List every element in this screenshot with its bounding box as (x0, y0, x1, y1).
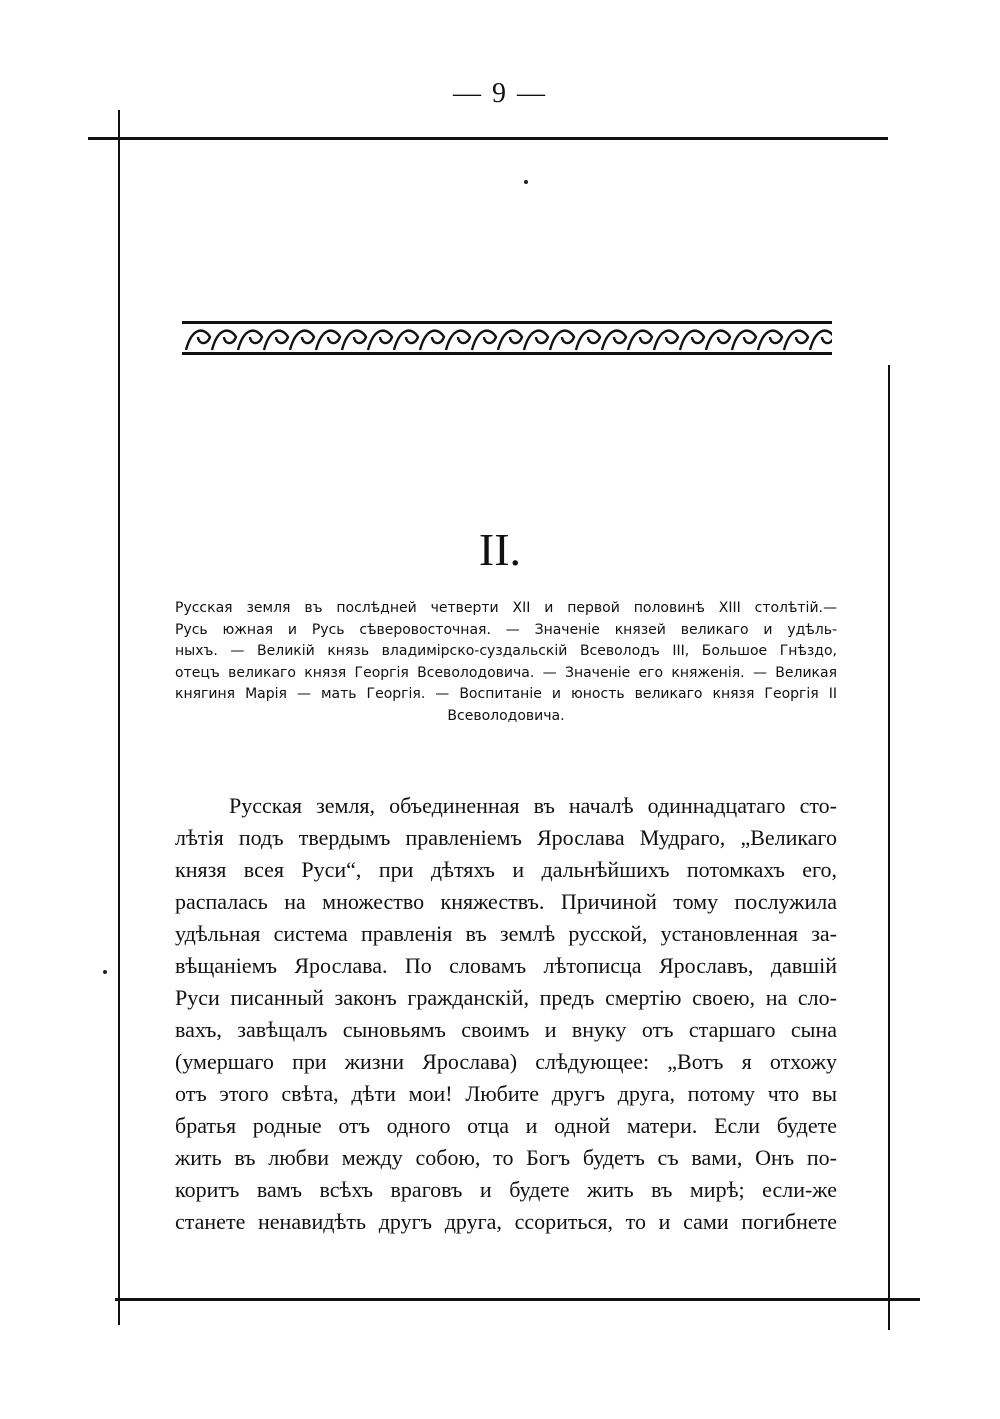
ornament-twist (576, 331, 600, 350)
ornament-twist (472, 331, 496, 350)
ornament-twist (524, 331, 548, 350)
body-line: Русская земля, объединенная въ началѣ одиннадцатаго сто- (229, 793, 837, 818)
chapter-summary (175, 598, 837, 727)
body-line: жить въ любви между собою, то Богъ будетъ съ вами, Онъ по- (175, 1145, 837, 1170)
body-line: распалась на множество княжествъ. Причиной тому послужила (175, 889, 837, 914)
body-line: (умершаго при жизни Ярослава) слѣдующее: „Вотъ я отхожу (175, 1049, 837, 1074)
body-line: коритъ вамъ всѣхъ враговъ и будете жить въ мирѣ; если-же (175, 1177, 837, 1202)
body-line: князя всея Руси“, при дѣтяхъ и дальнѣйшихъ потомкахъ его, (175, 857, 837, 882)
left-rule (118, 110, 120, 1325)
ornament-twist (654, 331, 678, 350)
chapter-numeral: II. (478, 524, 522, 575)
ornament-twist (550, 331, 574, 350)
ornament-twist (186, 331, 210, 350)
summary-line: Русь южная и Русь сѣверовосточная. — Значеніе князей великаго и удѣль- (175, 621, 837, 638)
body-paragraph (175, 790, 837, 1238)
summary-line: Всеволодовича. (447, 707, 565, 724)
ornament-twist (420, 331, 444, 350)
ornament-twist (290, 331, 314, 350)
ornament-twist (212, 331, 236, 350)
summary-line: княгиня Марія — мать Георгія. — Воспитаніе и юность великаго князя Георгія II (175, 686, 837, 702)
body-line: станете ненавидѣть другъ друга, ссориться, то и сами погибнете (175, 1209, 837, 1234)
bottom-rule (115, 1298, 920, 1301)
ink-speck (524, 180, 528, 184)
ink-speck (103, 970, 107, 974)
top-rule (88, 137, 888, 140)
ornament-twist (602, 331, 626, 350)
page-number: — 9 — (453, 78, 547, 109)
ornament-twist (732, 331, 756, 350)
body-line: братья родные отъ одного отца и одной матери. Если будете (175, 1113, 837, 1138)
ornament-twist (680, 331, 704, 350)
body-line: отъ этого свѣта, дѣти мои! Любите другъ друга, потому что вы (175, 1081, 837, 1106)
ornament-twist (498, 331, 522, 350)
ornament-twist (394, 331, 418, 350)
ornament-twist (628, 331, 652, 350)
summary-line: отецъ великаго князя Георгія Всеволодовича. — Значеніе его княженія. — Великая (175, 664, 837, 681)
rope-braid-ornament-icon (182, 321, 832, 355)
ornament-twist (342, 331, 366, 350)
ornament-twist (810, 331, 832, 350)
right-rule (888, 365, 890, 1330)
ornament-twist (784, 331, 808, 350)
body-line: лѣтія подъ твердымъ правленіемъ Ярослава Мудраго, „Великаго (175, 825, 837, 850)
summary-line: Русская земля въ послѣдней четверти XII и первой половинѣ XIII столѣтій.— (175, 600, 837, 616)
ornament-twist (758, 331, 782, 350)
body-line: вахъ, завѣщалъ сыновьямъ своимъ и внуку отъ старшаго сына (175, 1017, 837, 1042)
body-line: Руси писанный законъ гражданскій, предъ смертію своею, на сло- (175, 985, 837, 1010)
ornament-twist (446, 331, 470, 350)
ornament-twist (316, 331, 340, 350)
summary-line: ныхъ. — Великій князь владимірско-суздальскій Всеволодъ III, Большое Гнѣздо, (175, 643, 837, 659)
ornament-twist (706, 331, 730, 350)
ornament-twist (368, 331, 392, 350)
body-line: вѣщаніемъ Ярослава. По словамъ лѣтописца Ярославъ, давшій (175, 953, 837, 978)
body-line: удѣльная система правленія въ землѣ русской, установленная за- (175, 921, 837, 946)
ornament-twist (238, 331, 262, 350)
ornament-twist (264, 331, 288, 350)
